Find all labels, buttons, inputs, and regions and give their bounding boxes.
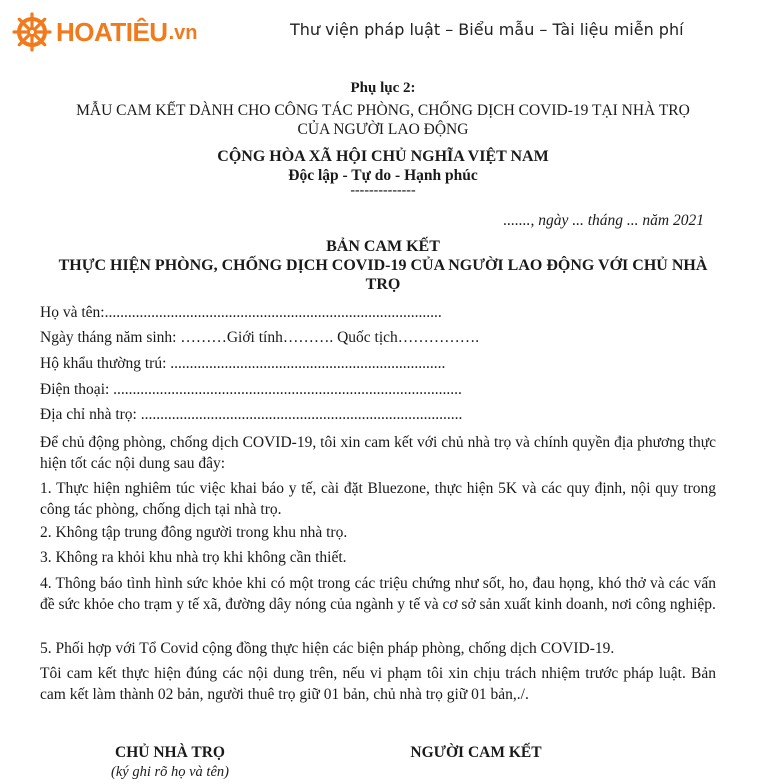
signature-landlord-note: (ký ghi rõ họ và tên) — [111, 764, 229, 780]
ship-wheel-icon — [12, 12, 52, 52]
commitment-item: 3. Không ra khỏi khu nhà trọ khi không cần thiết. — [40, 549, 347, 566]
form-title-line-1: MẪU CAM KẾT DÀNH CHO CÔNG TÁC PHÒNG, CHỐNG DỊCH COVID-19 TẠI NHÀ TRỌ — [76, 102, 690, 119]
signature-tenant-title: NGƯỜI CAM KẾT — [410, 744, 542, 761]
commitment-item: 4. Thông báo tình hình sức khỏe khi có một trong các triệu chứng như sốt, ho, đau họng, khó thở và các vấn đề sức khỏe cho trạm y tế xã, đường dây nóng của ngành y tế và cơ sở sản xuất kinh doanh, nơi công nghiệp. — [40, 575, 716, 613]
site-logo[interactable] — [12, 10, 197, 54]
commitment-item: 2. Không tập trung đông người trong khu nhà trọ. — [40, 524, 348, 541]
intro-paragraph: Để chủ động phòng, chống dịch COVID-19, tôi xin cam kết với chủ nhà trọ và chính quyền địa phương thực hiện tốt các nội dung sau đây: — [40, 434, 716, 472]
site-tagline: Thư viện pháp luật – Biểu mẫu – Tài liệu miễn phí — [290, 20, 684, 39]
document-subtitle-line-1: THỰC HIỆN PHÒNG, CHỐNG DỊCH COVID-19 CỦA NGƯỜI LAO ĐỘNG VỚI CHỦ NHÀ — [58, 257, 708, 274]
document-subtitle-line-2: TRỌ — [365, 276, 401, 293]
document-title: BẢN CAM KẾT — [326, 238, 440, 255]
site-header — [0, 0, 766, 66]
nation-heading: CỘNG HÒA XÃ HỘI CHỦ NGHĨA VIỆT NAM — [217, 148, 549, 165]
appendix-label: Phụ lục 2: — [350, 80, 416, 96]
field-rental-address: Địa chỉ nhà trọ: ................................................................................... — [40, 406, 463, 423]
field-phone: Điện thoại: .......................................................................................... — [40, 381, 462, 398]
field-full-name: Họ và tên:....................................................................................... — [40, 304, 442, 321]
closing-paragraph: Tôi cam kết thực hiện đúng các nội dung trên, nếu vi phạm tôi xin chịu trách nhiệm trước pháp luật. Bản cam kết làm thành 02 bản, người thuê trọ giữ 01 bản, chủ nhà trọ giữ 01 bản,./. — [40, 665, 716, 703]
field-dob-gender-nationality: Ngày tháng năm sinh: ………Giới tính………. Quốc tịch……………. — [40, 329, 480, 346]
date-line: ......., ngày ... tháng ... năm 2021 — [503, 212, 704, 229]
signature-landlord-title: CHỦ NHÀ TRỌ — [115, 744, 225, 761]
logo-suffix: .vn — [168, 21, 198, 44]
motto-separator: -------------- — [350, 183, 416, 198]
motto: Độc lập - Tự do - Hạnh phúc — [288, 167, 478, 184]
logo-text: HOATIÊU — [56, 16, 168, 47]
form-title-line-2: CỦA NGƯỜI LAO ĐỘNG — [297, 121, 469, 138]
field-household-registration: Hộ khẩu thường trú: ....................................................................... — [40, 355, 446, 372]
commitment-item: 5. Phối hợp với Tổ Covid cộng đồng thực hiện các biện pháp phòng, chống dịch COVID-19. — [40, 640, 615, 657]
commitment-item: 1. Thực hiện nghiêm túc việc khai báo y tế, cài đặt Bluezone, thực hiện 5K và các quy định, nội quy trong công tác phòng, chống dịch tại nhà trọ. — [40, 480, 716, 518]
